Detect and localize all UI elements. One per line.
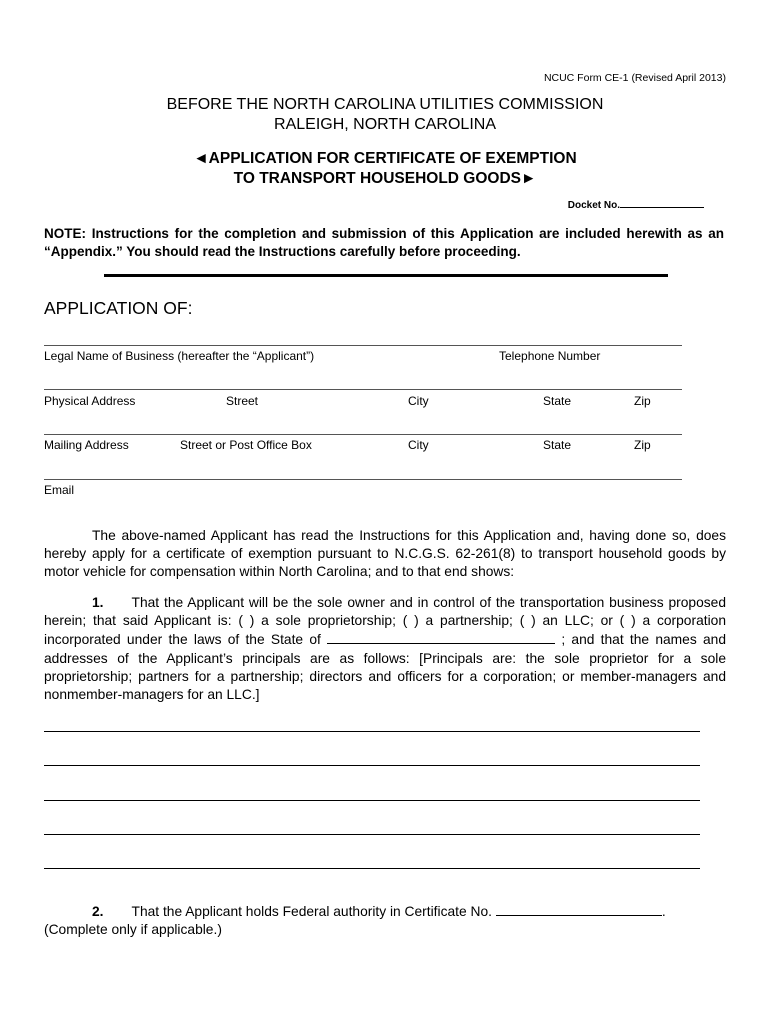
zip-label: Zip — [634, 394, 651, 408]
item-1-number: 1. — [92, 595, 104, 610]
street-label: Street — [226, 394, 259, 408]
item-1-text-a: That the Applicant will be the sole owner and in control of the transportation business proposed herein; that said Applicant is: ( ) a sole proprietorship; ( ) a partnership; ( ) an LLC; or ( ) a corporation incorporated under the laws of the State of — [44, 595, 726, 648]
application-title-line1: ◄APPLICATION FOR CERTIFICATE OF EXEMPTION — [193, 150, 577, 167]
form-id: NCUC Form CE-1 (Revised April 2013) — [543, 72, 726, 84]
item-2-note: (Complete only if applicable.) — [44, 922, 222, 938]
principals-line-3[interactable] — [44, 800, 700, 801]
mailing-city-label: City — [408, 438, 429, 452]
federal-certificate-input[interactable] — [496, 902, 662, 916]
application-title-line2: TO TRANSPORT HOUSEHOLD GOODS► — [233, 170, 537, 187]
principals-line-4[interactable] — [44, 834, 700, 835]
item-1-paragraph — [44, 594, 726, 704]
item-2-number: 2. — [92, 904, 104, 919]
location-heading: RALEIGH, NORTH CAROLINA — [274, 116, 496, 133]
email-label: Email — [44, 483, 75, 497]
item-1-text-b: ; and that the names and addresses of the Applicant’s principals are as follows: [Principals are: the sole proprietor for a sole proprietorship; partners for a partnership; directors and officers for a corporation; or member-managers and nonmember-managers for an LLC.] — [44, 632, 726, 703]
mailing-state-label: State — [543, 438, 572, 452]
principals-line-1[interactable] — [44, 731, 700, 732]
mailing-zip-label: Zip — [634, 438, 651, 452]
docket-field — [568, 197, 704, 211]
intro-paragraph: The above-named Applicant has read the Instructions for this Application and, having done so, does hereby apply for a certificate of exemption pursuant to N.C.G.S. 62-261(8) to transport household goods by motor vehicle for compensation within North Carolina; and to that end shows: — [44, 528, 726, 580]
application-of-heading: APPLICATION OF: — [44, 298, 193, 318]
item-2-paragraph — [44, 902, 726, 939]
commission-heading: BEFORE THE NORTH CAROLINA UTILITIES COMMISSION — [166, 96, 604, 113]
state-label: State — [543, 394, 572, 408]
mailing-address-label: Mailing Address — [44, 438, 129, 452]
email-input-line[interactable] — [44, 479, 682, 480]
legal-name-input-line[interactable] — [44, 345, 682, 346]
docket-label: Docket No. — [567, 200, 620, 211]
physical-address-label: Physical Address — [44, 394, 136, 408]
item-2-text-a: That the Applicant holds Federal authority in Certificate No. — [131, 904, 492, 919]
state-of-incorporation-input[interactable] — [327, 630, 555, 644]
city-label: City — [408, 394, 429, 408]
docket-input-line[interactable] — [620, 197, 704, 208]
item-2-text-b: . — [661, 904, 666, 919]
telephone-label: Telephone Number — [499, 349, 601, 363]
mailing-address-input-line[interactable] — [44, 434, 682, 435]
principals-line-5[interactable] — [44, 868, 700, 869]
section-divider — [104, 274, 668, 277]
item-2-line — [44, 902, 726, 921]
legal-name-label: Legal Name of Business (hereafter the “Applicant”) — [44, 349, 315, 363]
note-paragraph: NOTE: Instructions for the completion and submission of this Application are included herewith as an “Appendix.” You should read the Instructions carefully before proceeding. — [44, 226, 724, 259]
street-po-label: Street or Post Office Box — [180, 438, 312, 452]
physical-address-input-line[interactable] — [44, 389, 682, 390]
principals-line-2[interactable] — [44, 765, 700, 766]
